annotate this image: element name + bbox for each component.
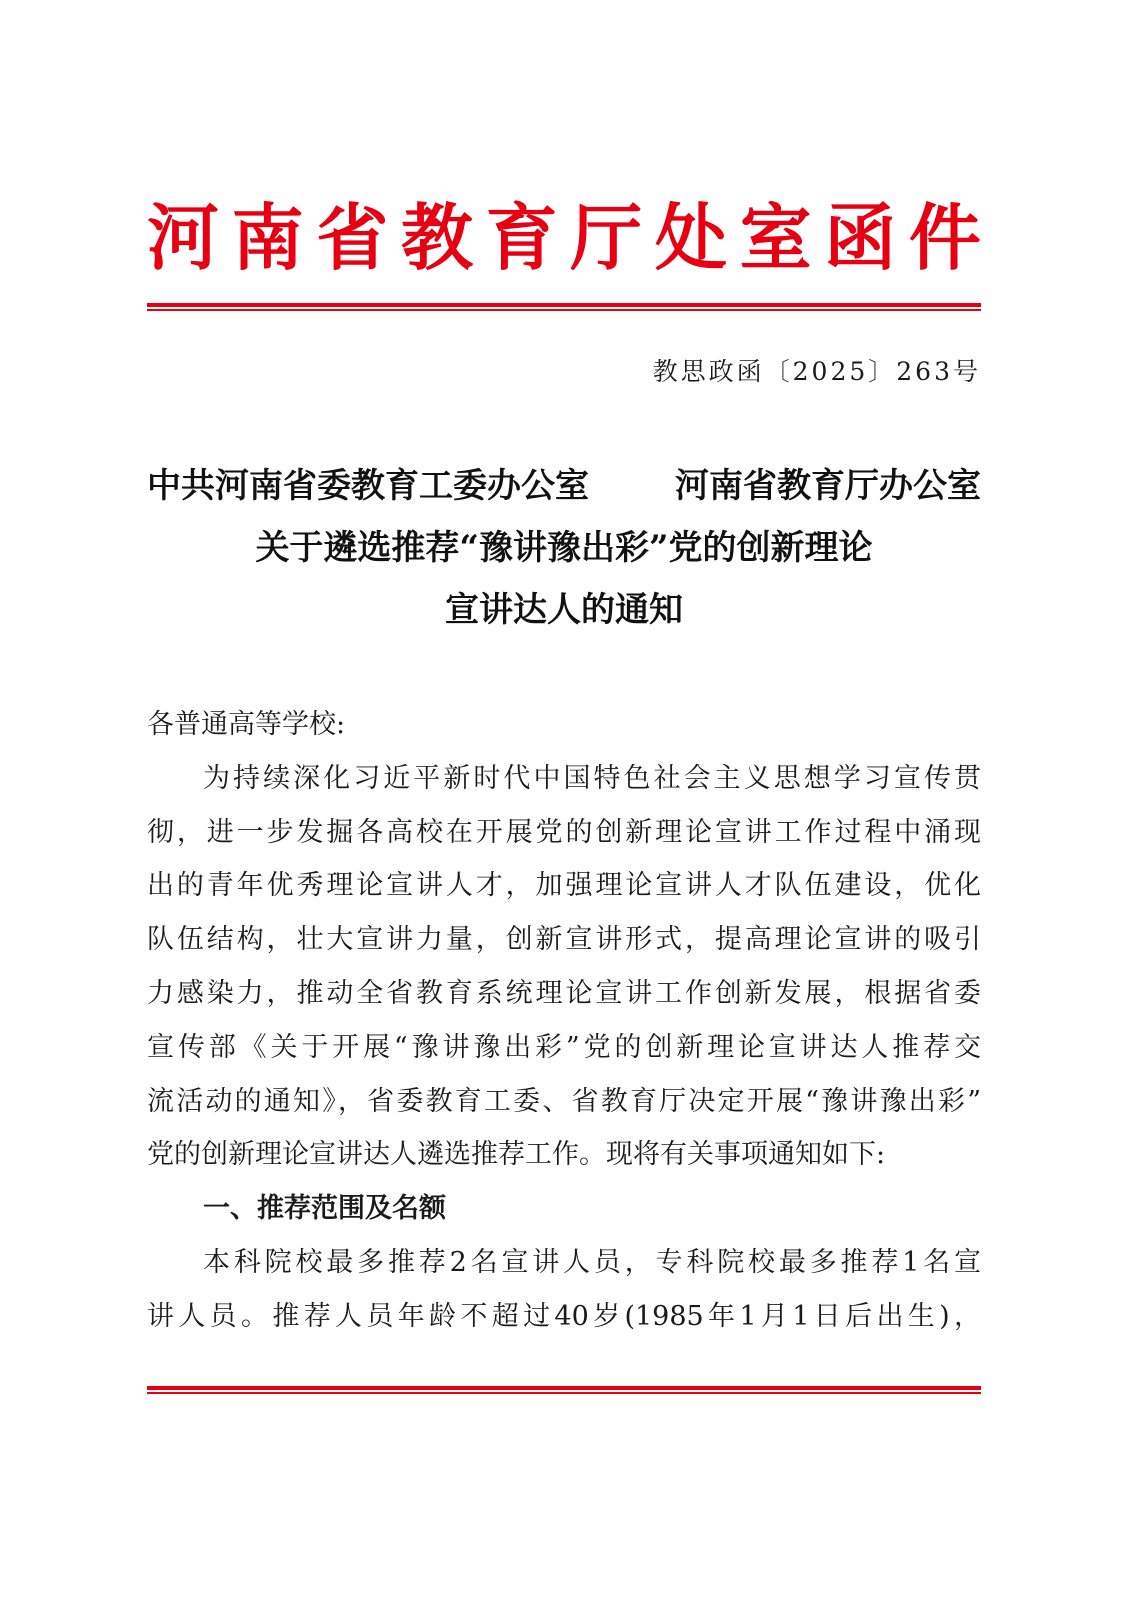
divider-thick-line: [147, 303, 981, 307]
paragraph-line: 宣传部《关于开展“豫讲豫出彩”党的创新理论宣讲达人推荐交: [147, 1031, 981, 1063]
masthead-char: 南: [231, 195, 304, 280]
title-issuer-1: 中共河南省委教育工委办公室: [147, 466, 589, 506]
paragraph-line: 力感染力，推动全省教育系统理论宣讲工作创新发展，根据省委: [147, 977, 981, 1009]
masthead-title: [147, 190, 981, 286]
title-line-2: 关于遴选推荐“豫讲豫出彩”党的创新理论: [255, 528, 873, 568]
paragraph-line: 流活动的通知》，省委教育工委、省教育厅决定开展“豫讲豫出彩”: [147, 1085, 981, 1117]
section-heading: 一、推荐范围及名额: [203, 1193, 446, 1225]
bottom-red-divider: [147, 1386, 981, 1394]
paragraph-line: 彻，进一步发掘各高校在开展党的创新理论宣讲工作过程中涌现: [147, 816, 981, 848]
masthead-char: 教: [400, 195, 473, 280]
salutation: 各普通高等学校:: [147, 709, 346, 740]
divider-thin-line: [147, 1392, 981, 1394]
masthead-char: 室: [739, 195, 812, 280]
masthead-char: 河: [147, 195, 220, 280]
masthead-char: 厅: [570, 195, 643, 280]
paragraph-line: 讲人员。推荐人员年龄不超过40岁(1985年1月1日后出生)，: [147, 1300, 981, 1332]
paragraph-line: 为持续深化习近平新时代中国特色社会主义思想学习宣传贯: [203, 762, 981, 794]
title-line-3: 宣讲达人的通知: [445, 590, 683, 630]
top-red-divider: [147, 303, 981, 311]
paragraph-line: 党的创新理论宣讲达人遴选推荐工作。现将有关事项通知如下:: [147, 1139, 886, 1171]
divider-thick-line: [147, 1386, 981, 1390]
document-number: 教思政函〔2025〕263号: [652, 357, 981, 386]
masthead-char: 处: [654, 195, 727, 280]
masthead-char: 函: [824, 195, 897, 280]
masthead-char: 省: [316, 195, 389, 280]
masthead-char: 育: [485, 195, 558, 280]
notice-title: [147, 455, 981, 641]
divider-thin-line: [147, 309, 981, 311]
masthead-char: 件: [908, 195, 981, 280]
paragraph-line: 出的青年优秀理论宣讲人才，加强理论宣讲人才队伍建设，优化: [147, 870, 981, 902]
title-line-1: [147, 455, 981, 517]
title-issuer-2: 河南省教育厅办公室: [675, 466, 981, 506]
notice-body: [147, 698, 981, 1344]
paragraph-line: 队伍结构，壮大宣讲力量，创新宣讲形式，提高理论宣讲的吸引: [147, 924, 981, 956]
paragraph-line: 本科院校最多推荐2名宣讲人员，专科院校最多推荐1名宣: [203, 1246, 981, 1278]
